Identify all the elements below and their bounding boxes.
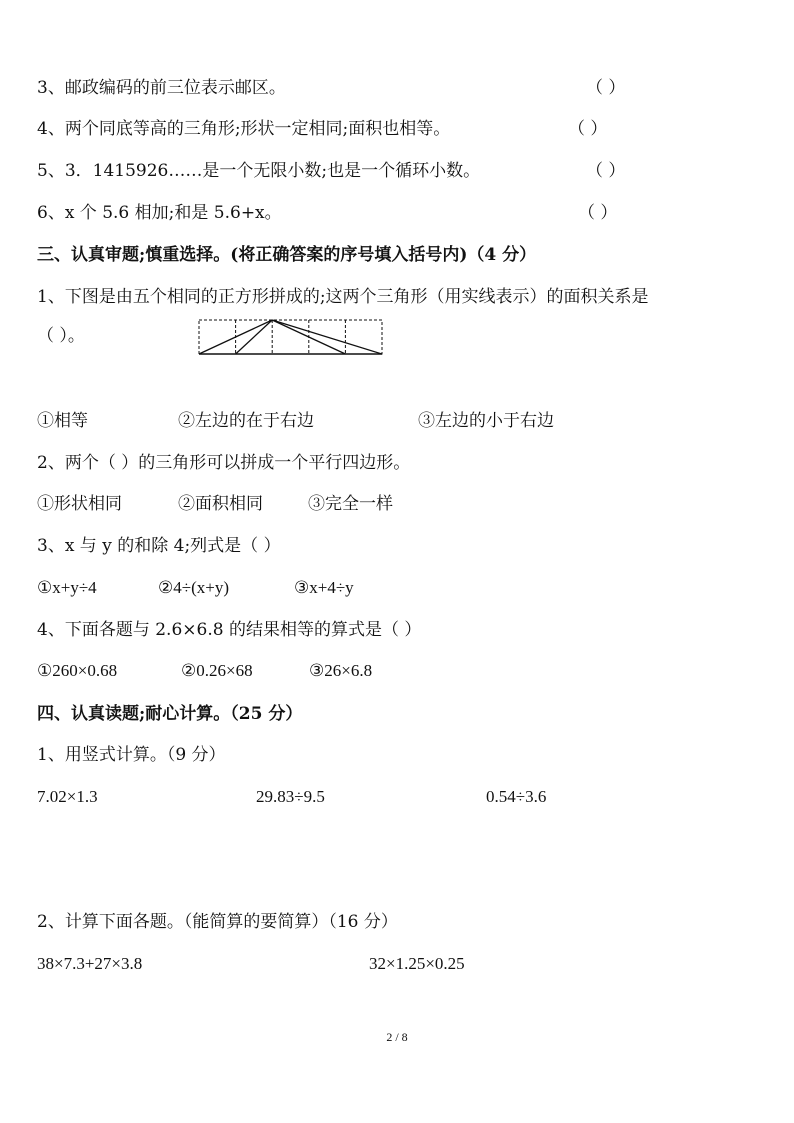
s3-question-4: 4、下面各题与 2.6×6.8 的结果相等的算式是（ ） xyxy=(37,620,422,640)
tf-item-3: 3、邮政编码的前三位表示邮区。 xyxy=(37,78,286,98)
s3-q2-option-1: ①形状相同 xyxy=(37,494,122,514)
answer-paren-3: （ ） xyxy=(586,78,626,98)
answer-paren-4: （ ） xyxy=(568,119,608,139)
page-number: 2 / 8 xyxy=(386,1030,408,1044)
s3-q2-option-2: ②面积相同 xyxy=(178,494,263,514)
squares-triangles-figure xyxy=(198,318,384,358)
s3-question-2: 2、两个（ ）的三角形可以拼成一个平行四边形。 xyxy=(37,453,411,473)
s4-question-2: 2、计算下面各题。（能简算的要简算）（16 分） xyxy=(37,912,398,932)
s3-q1-option-3: ③左边的小于右边 xyxy=(418,411,554,431)
tf-item-6: 6、x 个 5.6 相加;和是 5.6+x。 xyxy=(37,203,282,223)
section-4-heading: 四、认真读题;耐心计算。（25 分） xyxy=(37,704,303,724)
s3-q1-option-2: ②左边的在于右边 xyxy=(178,411,314,431)
s3-q1-option-1: ①相等 xyxy=(37,411,88,431)
section-3-heading: 三、认真审题;慎重选择。(将正确答案的序号填入括号内)（4 分） xyxy=(37,245,537,265)
tf-item-4: 4、两个同底等高的三角形;形状一定相同;面积也相等。 xyxy=(37,119,451,139)
s4-q2-item-2: 32×1.25×0.25 xyxy=(369,954,465,973)
s3-q4-option-1: ①260×0.68 xyxy=(37,661,118,680)
s3-q3-option-2: ②4÷(x+y) xyxy=(158,578,229,597)
s3-question-3: 3、x 与 y 的和除 4;列式是（ ） xyxy=(37,536,281,556)
s3-question-1-blank: （ ）。 xyxy=(37,326,85,346)
s3-question-1: 1、下图是由五个相同的正方形拼成的;这两个三角形（用实线表示）的面积关系是 xyxy=(37,287,649,307)
s4-q1-item-3: 0.54÷3.6 xyxy=(486,787,547,806)
s3-q4-option-3: ③26×6.8 xyxy=(309,661,373,680)
answer-paren-5: （ ） xyxy=(586,161,626,181)
s3-q4-option-2: ②0.26×68 xyxy=(181,661,253,680)
s3-q3-option-3: ③x+4÷y xyxy=(294,578,354,597)
s4-q2-item-1: 38×7.3+27×3.8 xyxy=(37,954,143,973)
s3-q3-option-1: ①x+y÷4 xyxy=(37,578,97,597)
answer-paren-6: （ ） xyxy=(578,203,618,223)
tf-item-5: 5、3．1415926……是一个无限小数;也是一个循环小数。 xyxy=(37,161,481,181)
s4-question-1: 1、用竖式计算。（9 分） xyxy=(37,745,226,765)
s4-q1-item-1: 7.02×1.3 xyxy=(37,787,98,806)
s4-q1-item-2: 29.83÷9.5 xyxy=(256,787,325,806)
s3-q2-option-3: ③完全一样 xyxy=(308,494,393,514)
